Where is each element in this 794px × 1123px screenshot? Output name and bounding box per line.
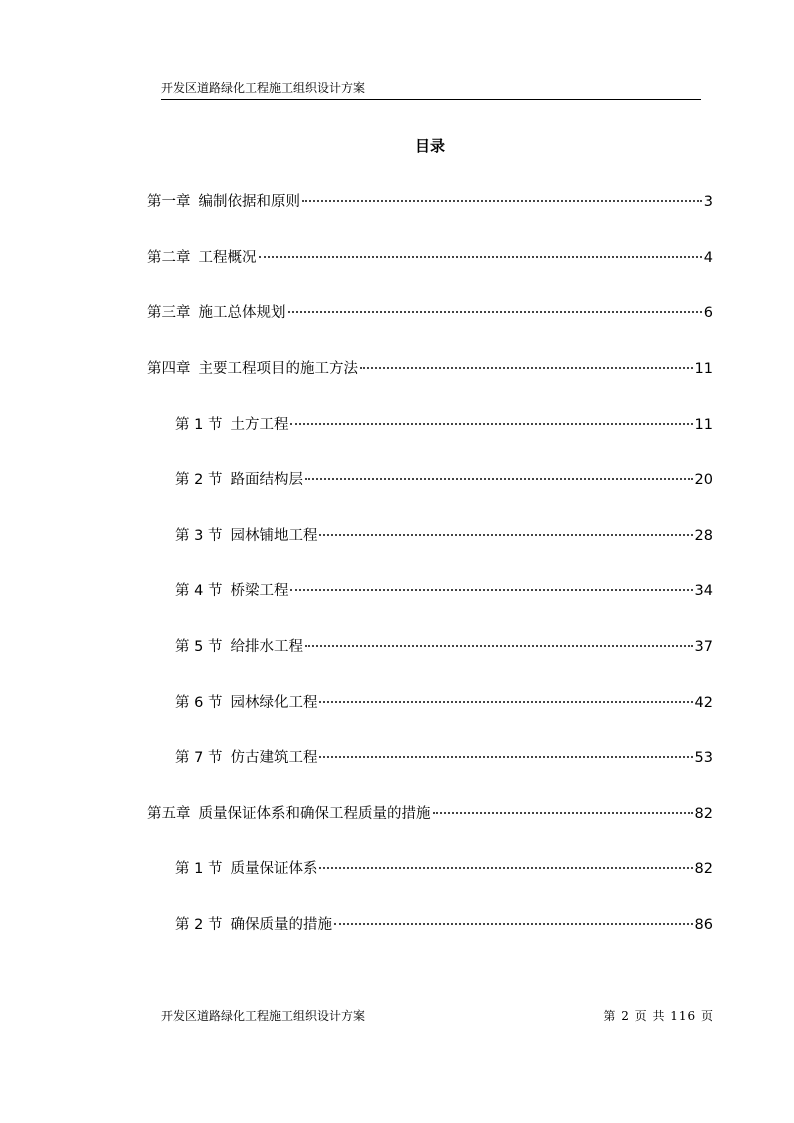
dot-leader (305, 478, 693, 480)
toc-entry-page: 20 (694, 472, 713, 488)
toc-entry-chapter-2[interactable] (147, 248, 713, 268)
toc-entry-page: 82 (694, 861, 713, 877)
toc-entry-number: 第 4 节 (175, 583, 223, 599)
toc-entry-page: 28 (694, 528, 713, 544)
dot-leader (319, 534, 692, 536)
dot-leader (302, 200, 702, 202)
toc-entry-page: 53 (694, 750, 713, 766)
toc-entry-chapter-5[interactable] (147, 804, 713, 824)
toc-entry-page: 11 (694, 361, 713, 377)
toc-entry-title: 土方工程 (230, 417, 289, 433)
dot-leader (290, 423, 692, 425)
toc-entry-section-4-7[interactable] (175, 748, 713, 768)
dot-leader (319, 867, 692, 869)
toc-entry-title: 园林铺地工程 (230, 528, 318, 544)
dot-leader (334, 923, 693, 925)
toc-entry-page: 3 (703, 194, 713, 210)
toc-entry-page: 4 (703, 250, 713, 266)
toc-entry-number: 第 1 节 (175, 417, 223, 433)
dot-leader (319, 701, 692, 703)
toc-entry-number: 第四章 (147, 361, 191, 377)
toc-entry-number: 第三章 (147, 305, 191, 321)
toc-entry-section-4-4[interactable] (175, 581, 713, 601)
toc-entry-section-5-2[interactable] (175, 915, 713, 935)
dot-leader (259, 256, 702, 258)
toc-entry-number: 第二章 (147, 250, 191, 266)
toc-entry-number: 第 2 节 (175, 472, 223, 488)
toc-entry-title: 给排水工程 (230, 639, 303, 655)
toc-entry-number: 第 2 节 (175, 917, 223, 933)
page-footer (161, 1008, 714, 1026)
toc-entry-title: 编制依据和原则 (198, 194, 300, 210)
dot-leader (433, 812, 693, 814)
toc-entry-title: 主要工程项目的施工方法 (198, 361, 358, 377)
toc-entry-number: 第 3 节 (175, 528, 223, 544)
toc-title: 目录 (414, 137, 445, 155)
dot-leader (305, 645, 693, 647)
toc-entry-section-5-1[interactable] (175, 859, 713, 879)
header-title: 开发区道路绿化工程施工组织设计方案 (161, 81, 366, 95)
toc-entry-section-4-6[interactable] (175, 693, 713, 713)
toc-entry-page: 11 (694, 417, 713, 433)
toc-entry-chapter-4[interactable] (147, 359, 713, 379)
dot-leader (360, 367, 693, 369)
toc-entry-page: 6 (703, 305, 713, 321)
toc-entry-section-4-3[interactable] (175, 526, 713, 546)
toc-entry-title: 路面结构层 (230, 472, 303, 488)
toc-entry-section-4-1[interactable] (175, 415, 713, 435)
toc-entry-page: 86 (694, 917, 713, 933)
toc-entry-chapter-3[interactable] (147, 303, 713, 323)
toc-entry-number: 第 5 节 (175, 639, 223, 655)
toc-entry-chapter-1[interactable] (147, 192, 713, 212)
toc-entry-title: 质量保证体系 (230, 861, 318, 877)
dot-leader (319, 756, 692, 758)
toc-entry-page: 42 (694, 695, 713, 711)
toc-entry-number: 第 6 节 (175, 695, 223, 711)
dot-leader (288, 311, 702, 313)
toc-entry-title: 确保质量的措施 (230, 917, 332, 933)
dot-leader (290, 589, 692, 591)
toc-entry-number: 第 1 节 (175, 861, 223, 877)
toc-entry-title: 施工总体规划 (198, 305, 286, 321)
toc-entry-number: 第一章 (147, 194, 191, 210)
page-number: 第 2 页 共 116 页 (603, 1009, 714, 1023)
toc-entry-title: 园林绿化工程 (230, 695, 318, 711)
toc-entry-page: 34 (694, 583, 713, 599)
toc-entry-title: 工程概况 (198, 250, 257, 266)
toc-entry-page: 37 (694, 639, 713, 655)
footer-title: 开发区道路绿化工程施工组织设计方案 (161, 1009, 366, 1023)
toc-entry-number: 第五章 (147, 806, 191, 822)
toc-entry-title: 仿古建筑工程 (230, 750, 318, 766)
toc-entry-title: 质量保证体系和确保工程质量的措施 (198, 806, 431, 822)
toc-entry-section-4-5[interactable] (175, 637, 713, 657)
toc-entry-page: 82 (694, 806, 713, 822)
toc-entry-section-4-2[interactable] (175, 470, 713, 490)
toc-entry-title: 桥梁工程 (230, 583, 289, 599)
toc-entry-number: 第 7 节 (175, 750, 223, 766)
